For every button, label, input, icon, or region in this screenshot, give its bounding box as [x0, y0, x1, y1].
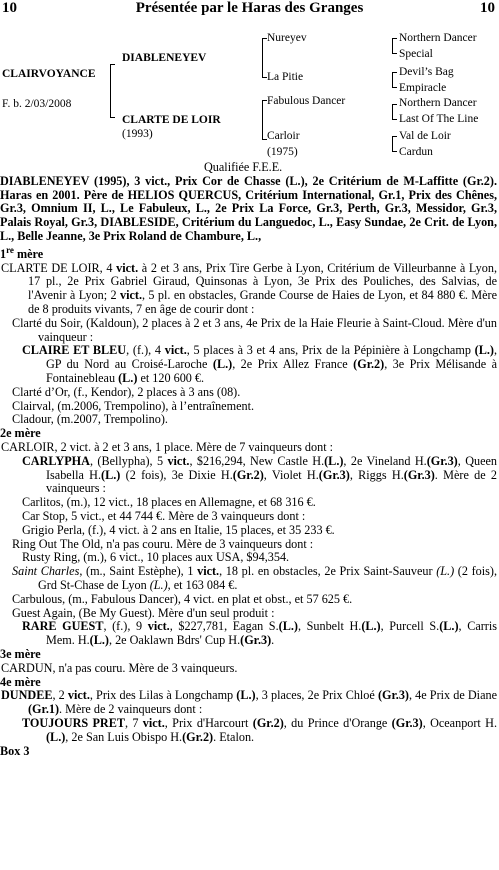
page-title: Présentée par le Haras des Granges: [135, 0, 364, 16]
horse-birth: F. b. 2/03/2008: [2, 98, 72, 110]
produce-toujours-pret: TOUJOURS PRET, 7 vict., Prix d'Harcourt (Gr.2), du Prince d'Orange (Gr.3), Oceanport H.(L.), 2e San Luis Obispo H.(Gr.2). Etalon.: [22, 715, 498, 744]
dss: Northern Dancer: [399, 97, 477, 109]
produce-rusty-ring: Rusty Ring, (m.), 6 vict., 10 places aux USA, $94,354.: [22, 550, 290, 565]
ddd: Cardun: [399, 146, 433, 158]
fourth-dam-paragraph: DUNDEE, 2 vict., Prix des Lilas à Longchamp (L.), 3 places, 2e Prix Chloé (Gr.3), 4e Prix de Diane (Gr.1). Mère de 2 vainqueurs dont :: [1, 688, 497, 717]
page-number-left: 10: [2, 0, 17, 16]
bracket-3c: [392, 104, 397, 120]
dam-year: (1993): [122, 128, 153, 140]
produce-ring-out: Ring Out The Old, n'a pas couru. Mère de 3 vainqueurs dont :: [12, 536, 314, 551]
sire-sire: Nureyev: [267, 32, 307, 44]
third-dam-paragraph: CARDUN, n'a pas couru. Mère de 3 vainqueurs.: [1, 660, 238, 675]
second-dam-heading: 2e mère: [0, 426, 41, 441]
sdd: Empiracle: [399, 82, 447, 94]
produce-carlypha: CARLYPHA, (Bellypha), 5 vict., $216,294, New Castle H.(L.), 2e Vineland H.(Gr.3), Queen Isabella H.(L.) (2 fois), 3e Dixie H.(Gr.2), Violet H.(Gr.3), Riggs H.(Gr.3). Mère de 2 vainqueurs :: [22, 453, 498, 496]
produce-saint-charles: Saint Charles, (m., Saint Estèphe), 1 vict., 18 pl. en obstacles, 2e Prix Saint-Sauveur (L.) (2 fois), Grd St-Chase de Lyon (L.), et 163 084 €.: [12, 564, 498, 592]
sds: Devil’s Bag: [399, 66, 454, 78]
third-dam-heading: 3e mère: [0, 646, 41, 661]
produce-clarte-du-soir: Clarté du Soir, (Kaldoun), 2 places à 2 et 3 ans, 4e Prix de la Haie Fleurie à Saint-Cloud. Mère d'un vainqueur :: [12, 315, 497, 344]
second-dam-paragraph: CARLOIR, 2 vict. à 2 et 3 ans, 1 place. Mère de 7 vainqueurs dont :: [1, 440, 334, 454]
dam-sire: Fabulous Dancer: [267, 95, 346, 107]
page-number-right: 10: [480, 0, 495, 16]
bracket-3b: [392, 72, 397, 88]
produce-car-stop: Car Stop, 5 vict., et 44 744 €. Mère de 3 vainqueurs dont :: [22, 508, 306, 523]
produce-clairval: Clairval, (m.2006, Trempolino), à l’entraînement.: [12, 398, 255, 413]
sss: Northern Dancer: [399, 32, 477, 44]
dds: Val de Loir: [399, 130, 451, 142]
bracket-1: [110, 64, 115, 118]
pedigree-table: [0, 26, 499, 166]
produce-guest-again: Guest Again, (Be My Guest). Mère d'un seul produit :: [12, 605, 275, 620]
bracket-3d: [392, 136, 397, 152]
page-header: [0, 0, 499, 18]
qualification: Qualifiée F.E.E.: [204, 160, 283, 174]
sire-dam: La Pitie: [267, 71, 304, 83]
box-label: Box 3: [0, 743, 30, 758]
bracket-3a: [392, 38, 397, 54]
dam-name: CLARTE DE LOIR: [122, 114, 221, 126]
fourth-dam-heading: 4e mère: [0, 674, 41, 689]
produce-clarte-dor: Clarté d’Or, (f., Kendor), 2 places à 3 ans (08).: [12, 384, 241, 399]
sire-name: DIABLENEYEV: [122, 52, 207, 64]
catalogue-text: [0, 161, 497, 758]
produce-grigio-perla: Grigio Perla, (f.), 4 vict. à 2 ans en Italie, 15 places, et 35 233 €.: [22, 522, 335, 537]
sire-paragraph: DIABLENEYEV (1995), 3 vict., Prix Cor de Chasse (L.), 2e Critérium de M-Laffitte (Gr.2). Haras en 2001. Père de HELIOS QUERCUS, Critérium International, Gr.1, Prix des Chênes, Gr.3, Omnium II, L., Le Fabuleux, L., 2e Prix La Force, Gr.3, Perth, Gr.3, Messidor, Gr.3, Palais Royal, Gr.3, DIABLESIDE, Critérium du Languedoc, L., Easy Sundae, 2e Crit. de Lyon, L., Belle Jeanne, 3e Prix Roland de Chambure, L.,: [0, 173, 497, 243]
produce-cladour: Cladour, (m.2007, Trempolino).: [12, 412, 168, 427]
dam-dam-year: (1975): [267, 146, 298, 158]
produce-rare-guest: RARE GUEST, (f.), 9 vict., $227,781, Eagan S.(L.), Sunbelt H.(L.), Purcell S.(L.), Carris Mem. H.(L.), 2e Oaklawn Bdrs' Cup H.(Gr.3).: [22, 619, 497, 648]
first-dam-paragraph: CLARTE DE LOIR, 4 vict. à 2 et 3 ans, Prix Tire Gerbe à Lyon, Critérium de Villeurbanne à Lyon, 17 pl., 2e Prix Gabriel Giraud, Quinsonas à Lyon, 3e Prix des Pouliches, des Salvias, de l'Avenir à Lyon; 2 vict., 5 pl. en obstacles, Grande Course de Haies de Lyon, et 84 880 €. Mère de 8 produits vivants, 7 en âge de courir dont :: [1, 260, 497, 317]
produce-carbulous: Carbulous, (m., Fabulous Dancer), 4 vict. en plat et obst., et 57 625 €.: [12, 591, 353, 606]
dsd: Last Of The Line: [399, 113, 479, 125]
produce-carlitos: Carlitos, (m.), 12 vict., 18 places en Allemagne, et 68 316 €.: [22, 495, 316, 510]
dam-dam: Carloir: [267, 130, 300, 142]
ssd: Special: [399, 48, 433, 60]
horse-name: CLAIRVOYANCE: [2, 68, 96, 80]
first-dam-heading: 1re mère: [0, 244, 44, 261]
produce-claire-et-bleu: CLAIRE ET BLEU, (f.), 4 vict., 5 places à 3 et 4 ans, Prix de la Pépinière à Longchamp (L.), GP du Nord au Croisé-Laroche (L.), 2e Prix Allez France (Gr.2), 3e Prix Mélisande à Fontainebleau (L.) et 120 600 €.: [22, 343, 498, 386]
